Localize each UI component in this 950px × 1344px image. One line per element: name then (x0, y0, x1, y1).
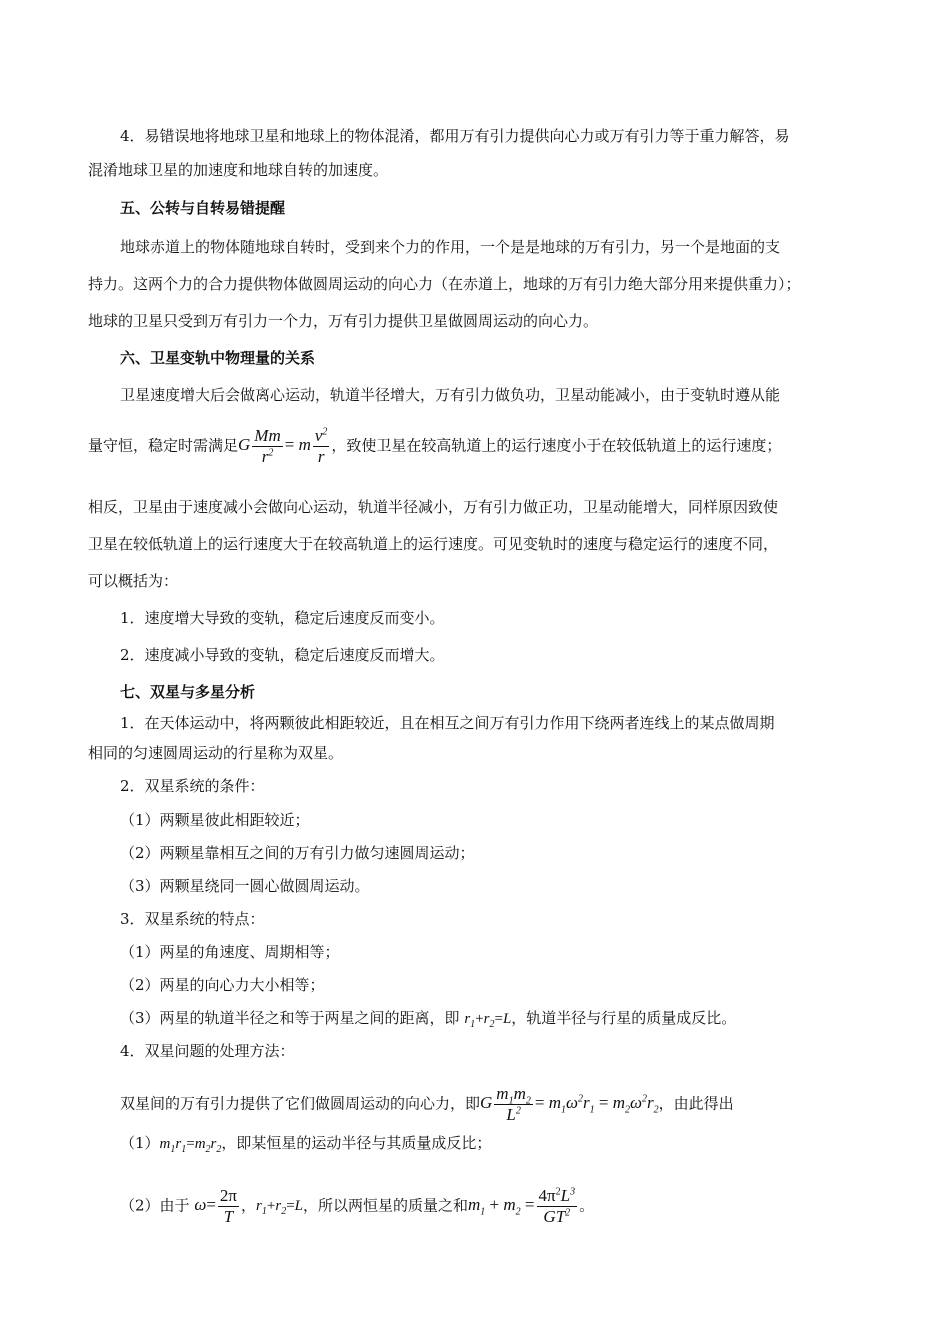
section-5-line-1: 地球赤道上的物体随地球自转时，受到来个力的作用，一个是是地球的万有引力，另一个是地面的支 (120, 238, 781, 256)
section-7-p2-a: （1）两颗星彼此相距较近； (120, 811, 310, 829)
section-7-p2: 2．双星系统的条件： (120, 777, 265, 795)
result-2-end: 。 (579, 1196, 595, 1215)
section-6-line-1: 卫星速度增大后会做离心运动，轨道半径增大，万有引力做负功，卫星动能减小，由于变轨时遵从能 (120, 386, 781, 404)
radius-sum-formula: $r_1+r_2=L$ (464, 1011, 512, 1030)
section-7-p3: 3．双星系统的特点： (120, 910, 265, 928)
total-mass-formula: $m_1 + m_2$ = $\frac{4\pi^2L^3}{GT^2}$ (468, 1186, 576, 1226)
section-5-line-2: 持力。这两个力的合力提供物体做圆周运动的向心力（在赤道上，地球的万有引力绝大部分用来提供重力）； (88, 275, 801, 293)
orbit-equilibrium-formula: G $\frac{Mm}{r^2}$ = m $\frac{v^2}{r}$ (238, 426, 328, 466)
section-7-p3-a: （1）两星的角速度、周期相等； (120, 943, 340, 961)
line-2-suffix: ，致使卫星在较高轨道上的运行速度小于在较低轨道上的运行速度； (331, 436, 782, 455)
p3-c-prefix: （3）两星的轨道半径之和等于两星之间的距离，即 (120, 1009, 465, 1027)
result-2-prefix: （2）由于 (120, 1196, 195, 1215)
section-7-p4-line (120, 1084, 734, 1125)
result-2-sep: ， (241, 1196, 257, 1215)
item-4-line-1: 4．易错误地将地球卫星和地球上的物体混淆，都用万有引力提供向心力或万有引力等于重力解答，易 (120, 127, 790, 145)
section-7-result-1 (120, 1133, 491, 1154)
p4-line-suffix: ，由此得出 (658, 1094, 734, 1113)
section-7-p1-line-2: 相同的匀速圆周运动的行星称为双星。 (88, 744, 344, 762)
section-6-line-4: 卫星在较低轨道上的运行速度大于在较高轨道上的运行速度。可见变轨时的速度与稳定运行的速度不同， (88, 535, 779, 553)
line-2-prefix: 量守恒，稳定时需满足 (88, 436, 239, 455)
result-2-mid: ，所以两恒星的质量之和 (303, 1196, 469, 1215)
section-7-p4: 4．双星问题的处理方法： (120, 1042, 295, 1060)
section-7-p2-b: （2）两颗星靠相互之间的万有引力做匀速圆周运动； (120, 844, 475, 862)
result-1-suffix: ，即某恒星的运动半径与其质量成反比； (221, 1134, 492, 1152)
section-7-p3-b: （2）两星的向心力大小相等； (120, 976, 325, 994)
section-7-p3-c (120, 1008, 736, 1029)
section-7-p1-line-1: 1．在天体运动中，将两颗彼此相距较近，且在相互之间万有引力作用下绕两者连线上的某点做周期 (120, 714, 775, 732)
section-6-heading: 六、卫星变轨中物理量的关系 (120, 349, 316, 367)
section-5-line-3: 地球的卫星只受到万有引力一个力，万有引力提供卫星做圆周运动的向心力。 (88, 312, 599, 330)
section-6-item-2: 2．速度减小导致的变轨，稳定后速度反而增大。 (120, 646, 445, 664)
item-4-line-2: 混淆地球卫星的加速度和地球自转的加速度。 (88, 161, 389, 179)
result-1-prefix: （1） (120, 1134, 160, 1152)
mass-radius-formula: $m_1r_1=m_2r_2$ (159, 1136, 222, 1155)
p3-c-suffix: ，轨道半径与行星的质量成反比。 (511, 1009, 737, 1027)
section-6-line-3: 相反，卫星由于速度减小会做向心运动，轨道半径减小，万有引力做正功，卫星动能增大，同样原因致使 (88, 498, 779, 516)
omega-formula: ω= $\frac{2\pi}{T}$ (194, 1186, 238, 1226)
radius-sum-formula-2: $r_1+r_2=L$ (256, 1198, 303, 1218)
section-6-line-5: 可以概括为： (88, 572, 179, 590)
section-6-item-1: 1．速度增大导致的变轨，稳定后速度反而变小。 (120, 609, 445, 627)
section-7-p2-c: （3）两颗星绕同一圆心做圆周运动。 (120, 877, 370, 895)
section-5-heading: 五、公转与自转易错提醒 (120, 199, 286, 217)
section-6-line-2 (88, 426, 781, 467)
section-7-result-2 (120, 1186, 594, 1227)
p4-line-prefix: 双星间的万有引力提供了它们做圆周运动的向心力，即 (120, 1094, 481, 1113)
binary-star-force-formula: G $\frac{m_1m_2}{L^2}$ = $m_1\omega^2r_1 = m_2\omega^2r_2$ (480, 1084, 659, 1124)
section-7-heading: 七、双星与多星分析 (120, 683, 256, 701)
